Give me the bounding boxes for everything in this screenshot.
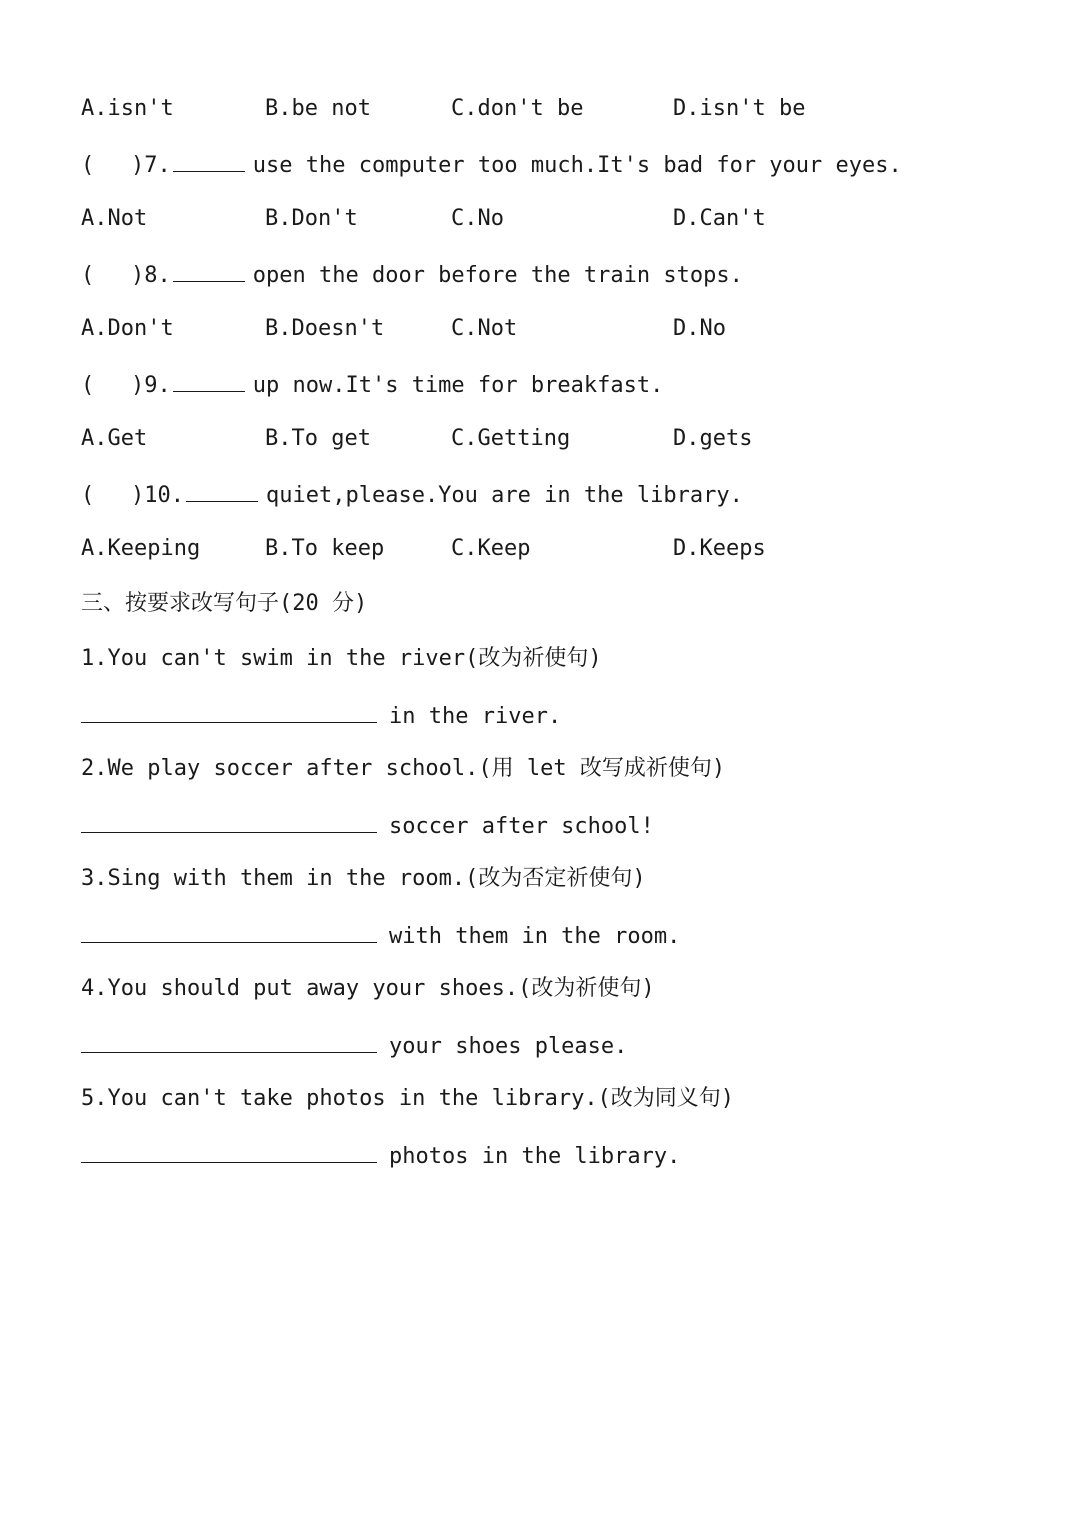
rewrite-4-blank[interactable] bbox=[81, 1030, 377, 1053]
rewrite-2-answer-row bbox=[81, 810, 654, 842]
q8-option-a: A.Don't bbox=[81, 316, 174, 341]
q8-number: 8. bbox=[144, 263, 171, 288]
q8-option-c: C.Not bbox=[451, 316, 518, 341]
q7-number: 7. bbox=[144, 153, 171, 178]
rewrite-5-blank[interactable] bbox=[81, 1140, 377, 1163]
rewrite-1-answer-row bbox=[81, 700, 561, 732]
q7-options-row bbox=[81, 204, 981, 234]
q9-option-d: D.gets bbox=[673, 426, 753, 451]
rewrite-1-blank[interactable] bbox=[81, 700, 377, 723]
q7-option-c: C.No bbox=[451, 206, 504, 231]
q7-stem-row: ( )7. use the computer too much.It's bad for your eyes. bbox=[81, 149, 902, 181]
rewrite-5-tail: photos in the library. bbox=[389, 1144, 681, 1169]
q9-option-b: B.To get bbox=[265, 426, 371, 451]
q8-option-b: B.Doesn't bbox=[265, 316, 385, 341]
q10-option-c: C.Keep bbox=[451, 536, 531, 561]
q6-option-b: B.be not bbox=[265, 96, 371, 121]
rewrite-4-prompt: 4.You should put away your shoes.(改为祈使句) bbox=[81, 976, 655, 1001]
q7-blank[interactable] bbox=[173, 149, 245, 172]
q7-option-a: A.Not bbox=[81, 206, 148, 231]
q10-number: 10. bbox=[144, 483, 184, 508]
rewrite-3-answer-row bbox=[81, 920, 680, 952]
q7-option-b: B.Don't bbox=[265, 206, 358, 231]
q6-option-c: C.don't be bbox=[451, 96, 584, 121]
rewrite-1-tail: in the river. bbox=[389, 704, 562, 729]
q9-option-a: A.Get bbox=[81, 426, 148, 451]
q9-answer-paren[interactable]: ( bbox=[81, 373, 95, 398]
rewrite-2-blank[interactable] bbox=[81, 810, 377, 833]
rewrite-4-tail: your shoes please. bbox=[389, 1034, 628, 1059]
q7-answer-paren[interactable]: ( bbox=[81, 153, 95, 178]
rewrite-3-tail: with them in the room. bbox=[389, 924, 681, 949]
q8-stem: open the door before the train stops. bbox=[252, 263, 743, 288]
q8-option-d: D.No bbox=[673, 316, 726, 341]
q10-stem-row: ( )10. quiet,please.You are in the library. bbox=[81, 479, 743, 511]
rewrite-3-blank[interactable] bbox=[81, 920, 377, 943]
q8-stem-row: ( )8. open the door before the train stops. bbox=[81, 259, 743, 291]
rewrite-1-prompt: 1.You can't swim in the river(改为祈使句) bbox=[81, 646, 602, 671]
q10-option-b: B.To keep bbox=[265, 536, 385, 561]
q6-option-d: D.isn't be bbox=[673, 96, 806, 121]
q10-blank[interactable] bbox=[186, 479, 258, 502]
q8-options-row bbox=[81, 314, 981, 344]
q10-stem: quiet,please.You are in the library. bbox=[266, 483, 743, 508]
rewrite-4-answer-row bbox=[81, 1030, 627, 1062]
q6-option-a: A.isn't bbox=[81, 96, 174, 121]
q9-number: 9. bbox=[144, 373, 171, 398]
q9-stem-row: ( )9. up now.It's time for breakfast. bbox=[81, 369, 663, 401]
q8-blank[interactable] bbox=[173, 259, 245, 282]
q10-option-d: D.Keeps bbox=[673, 536, 766, 561]
q10-option-a: A.Keeping bbox=[81, 536, 201, 561]
q9-blank[interactable] bbox=[173, 369, 245, 392]
rewrite-5-answer-row bbox=[81, 1140, 680, 1172]
q9-options-row bbox=[81, 424, 981, 454]
q9-option-c: C.Getting bbox=[451, 426, 571, 451]
rewrite-2-prompt: 2.We play soccer after school.(用 let 改写成祈使句) bbox=[81, 756, 726, 781]
rewrite-5-prompt: 5.You can't take photos in the library.(改为同义句) bbox=[81, 1086, 735, 1111]
q10-options-row bbox=[81, 534, 981, 564]
q9-stem: up now.It's time for breakfast. bbox=[252, 373, 664, 398]
rewrite-3-prompt: 3.Sing with them in the room.(改为否定祈使句) bbox=[81, 866, 646, 891]
section3-heading: 三、按要求改写句子(20 分) bbox=[81, 591, 368, 616]
q6-options-row bbox=[81, 94, 981, 124]
q7-stem: use the computer too much.It's bad for your eyes. bbox=[252, 153, 902, 178]
rewrite-2-tail: soccer after school! bbox=[389, 814, 654, 839]
q8-answer-paren[interactable]: ( bbox=[81, 263, 95, 288]
q10-answer-paren[interactable]: ( bbox=[81, 483, 95, 508]
q7-option-d: D.Can't bbox=[673, 206, 766, 231]
